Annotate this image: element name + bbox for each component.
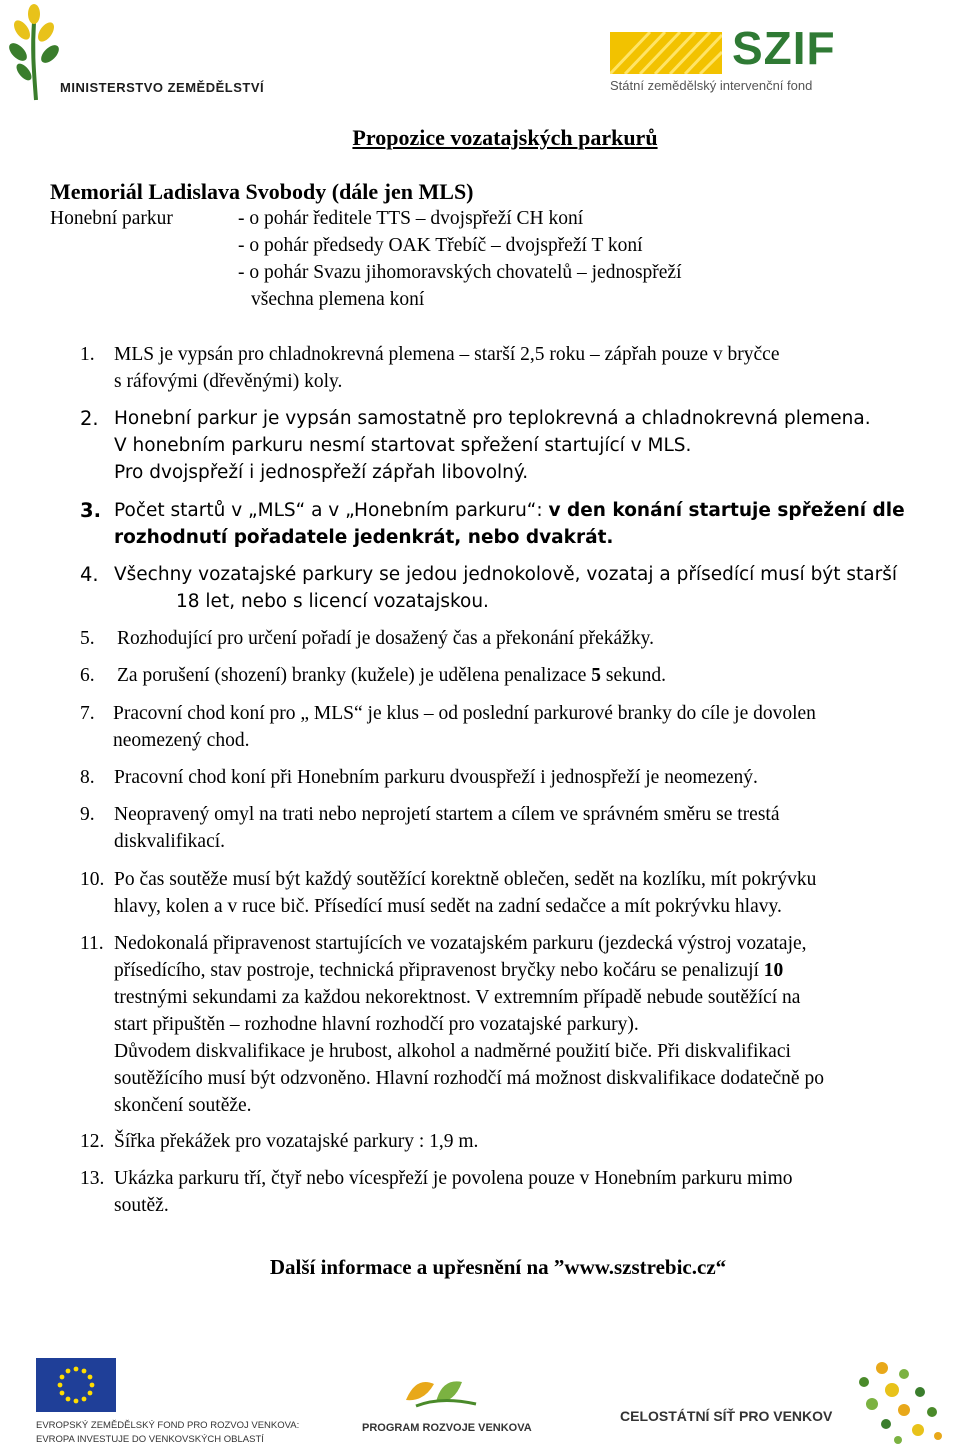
rule-text: Důvodem diskvalifikace je hrubost, alkohol a nadměrné použití biče. Při diskvalifikaci <box>114 1041 791 1062</box>
rule-text: Všechny vozatajské parkury se jedou jednokolově, vozataj a přísedící musí být starší <box>114 564 898 585</box>
rule-text: 18 let, nebo s licencí vozatajskou. <box>176 591 489 612</box>
rule-text: skončení soutěže. <box>114 1095 252 1116</box>
rule-number: 5. <box>80 628 95 649</box>
cup-line: - o pohár předsedy OAK Třebíč – dvojspřeží T koní <box>238 235 643 256</box>
page-title: Propozice vozatajských parkurů <box>352 125 658 150</box>
rule-text: Honební parkur je vypsán samostatně pro teplokrevná a chladnokrevná plemena. <box>114 408 871 429</box>
rule-number: 9. <box>80 804 95 825</box>
rule-text: V honebním parkuru nesmí startovat spřežení startující v MLS. <box>114 435 692 456</box>
rule-text: soutěžícího musí být odzvoněno. Hlavní rozhodčí má možnost diskvalifikace dodatečně po <box>114 1068 824 1089</box>
rule-text: Pro dvojspřeží i jednospřeží zápřah libovolný. <box>114 462 529 483</box>
penalty-value: 10 <box>763 960 784 981</box>
rule-text: Pracovní chod koní pro „ MLS“ je klus – od poslední parkurové branky do cíle je dovolen <box>113 703 816 724</box>
rule-text: neomezený chod. <box>113 730 250 751</box>
rule-text: trestnými sekundami za každou nekorektnost. V extremním případě nebude soutěžící na <box>114 987 801 1008</box>
field-stripes-icon <box>610 32 722 74</box>
rule-text-part: sekund. <box>601 665 667 686</box>
rule-text-part: Za porušení (shození) branky (kužele) je udělena penalizace <box>117 665 592 686</box>
css-logo <box>620 1360 956 1450</box>
hunting-label: Honební parkur <box>50 208 173 229</box>
eu-line2: EVROPA INVESTUJE DO VENKOVSKÝCH OBLASTÍ <box>36 1434 264 1445</box>
rule-text <box>114 957 783 984</box>
rule-text: start připuštěn – rozhodne hlavní rozhodčí pro vozatajské parkury). <box>114 1014 639 1035</box>
eu-line1: EVROPSKÝ ZEMĚDĚLSKÝ FOND PRO ROZVOJ VENKOVA: <box>36 1420 300 1431</box>
rule-text: MLS je vypsán pro chladnokrevná plemena – starší 2,5 roku – zápřah pouze v bryčce <box>114 344 780 365</box>
rule-text <box>117 662 666 689</box>
rule-text: Rozhodující pro určení pořadí je dosažený čas a překonání překážky. <box>117 628 654 649</box>
rule-text: s ráfovými (dřevěnými) koly. <box>114 371 343 392</box>
rule-number: 1. <box>80 344 95 365</box>
rule-text <box>114 497 905 524</box>
css-name: CELOSTÁTNÍ SÍŤ PRO VENKOV <box>620 1408 833 1424</box>
szif-name: Státní zemědělský intervenční fond <box>610 78 813 93</box>
network-dots-icon <box>842 1360 952 1446</box>
cup-line: všechna plemena koní <box>251 289 425 310</box>
eu-flag-icon <box>36 1358 116 1412</box>
rule-text: diskvalifikací. <box>114 831 226 852</box>
cup-line: - o pohár ředitele TTS – dvojspřeží CH koní <box>238 208 584 229</box>
cup-line: - o pohár Svazu jihomoravských chovatelů – jednospřeží <box>238 262 682 283</box>
rule-text: Neopravený omyl na trati nebo neprojetí startem a cílem ve správném směru se trestá <box>114 804 780 825</box>
szif-abbr: SZIF <box>732 22 836 74</box>
rule-text-part: Počet startů v „MLS“ a v „Honebním parkuru“: <box>114 500 549 521</box>
rule-text: Pracovní chod koní při Honebním parkuru dvouspřeží i jednospřeží je neomezený. <box>114 767 758 788</box>
rule-number: 6. <box>80 665 95 686</box>
rule-number: 4. <box>80 563 99 586</box>
prv-name: PROGRAM ROZVOJE VENKOVA <box>362 1422 532 1434</box>
rule-number: 2. <box>80 407 99 430</box>
footer-info: Další informace a upřesnění na ”www.szstrebic.cz“ <box>269 1255 727 1279</box>
penalty-value: 5 <box>591 665 602 686</box>
szif-logo <box>610 22 955 98</box>
prv-logo <box>352 1370 532 1440</box>
rule-text: Nedokonalá připravenost startujících ve vozatajském parkuru (jezdecká výstroj vozataje, <box>114 933 807 954</box>
rule-number: 12. <box>80 1131 105 1152</box>
leaf-icon <box>396 1370 486 1410</box>
rule-text: Po čas soutěže musí být každý soutěžící korektně oblečen, sedět na kozlíku, mít pokrývku <box>114 869 817 890</box>
wheat-icon <box>4 2 64 102</box>
rule-text-bold: v den konání startuje spřežení dle <box>548 500 905 521</box>
rule-number: 11. <box>80 933 104 954</box>
rule-text: Ukázka parkuru tří, čtyř nebo vícespřeží je povolena pouze v Honebním parkuru mimo <box>114 1168 793 1189</box>
rule-text: rozhodnutí pořadatele jedenkrát, nebo dvakrát. <box>114 527 614 548</box>
rule-text: hlavy, kolen a v ruce bič. Přísedící musí sedět na zadní sedačce a mít pokrývku hlavy. <box>114 896 782 917</box>
mze-name: MINISTERSTVO ZEMĚDĚLSTVÍ <box>60 80 265 95</box>
subtitle: Memoriál Ladislava Svobody (dále jen MLS) <box>50 179 474 204</box>
rule-text-part: přísedícího, stav postroje, technická připravenost bryčky nebo kočáru se penalizují <box>114 960 764 981</box>
rule-number: 13. <box>80 1168 105 1189</box>
rule-number: 8. <box>80 767 95 788</box>
rule-number: 7. <box>80 703 95 724</box>
eu-logo <box>36 1358 300 1448</box>
rule-number: 10. <box>80 869 105 890</box>
mze-logo <box>4 2 274 102</box>
rule-number: 3. <box>80 499 101 522</box>
rule-text: Šířka překážek pro vozatajské parkury : 1,9 m. <box>114 1131 479 1152</box>
rule-text: soutěž. <box>114 1195 169 1216</box>
